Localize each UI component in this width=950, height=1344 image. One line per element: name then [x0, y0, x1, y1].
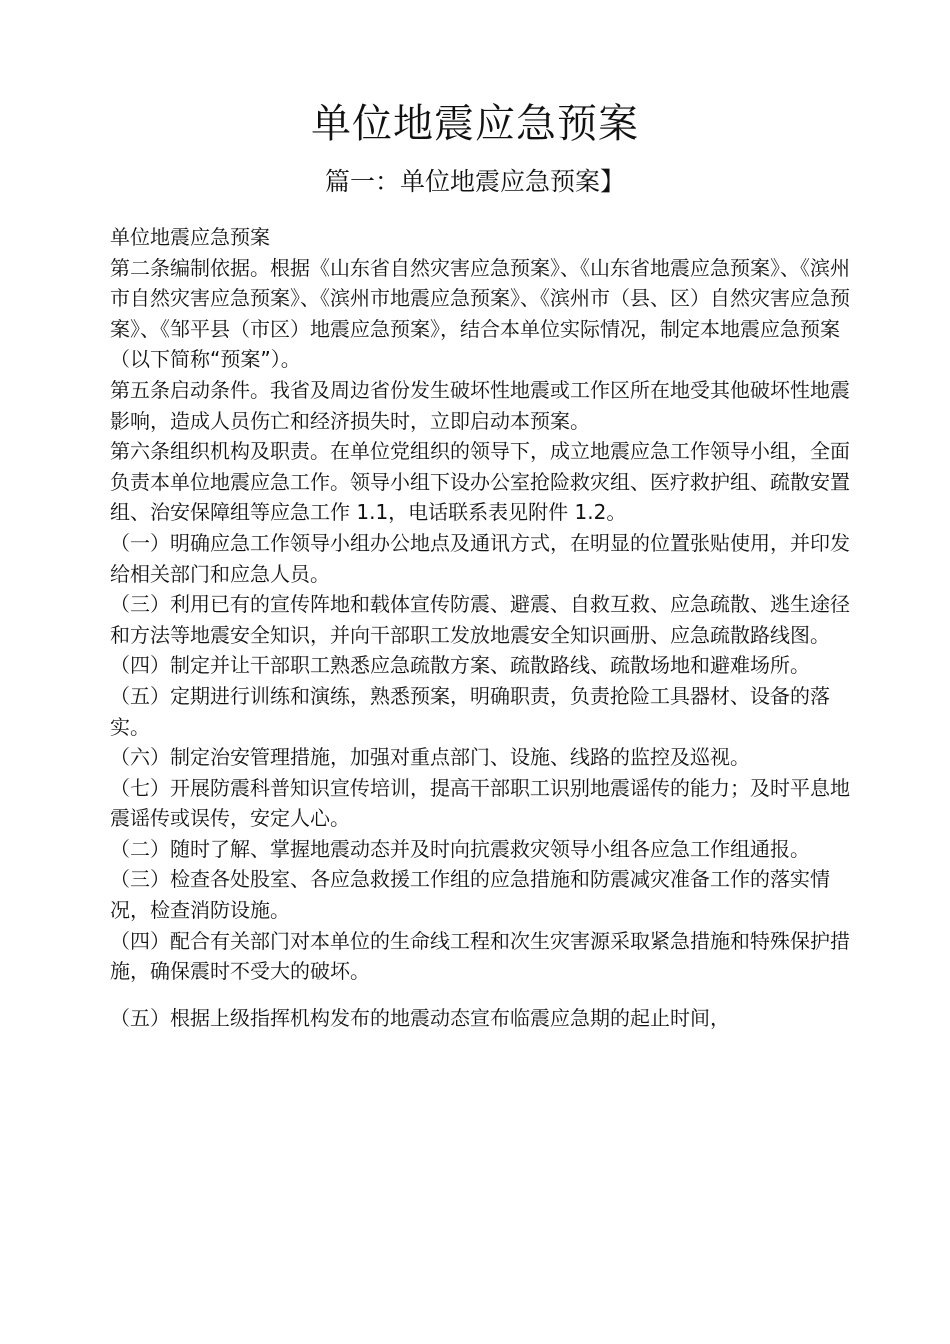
- paragraph: （四）制定并让干部职工熟悉应急疏散方案、疏散路线、疏散场地和避难场所。: [110, 653, 810, 678]
- paragraph: 第五条启动条件。我省及周边省份发生破坏性地震或工作区所在地受其他破坏性地震影响，造成人员伤亡和经济损失时，立即启动本预案。: [110, 377, 850, 433]
- paragraph: （七）开展防震科普知识宣传培训，提高干部职工识别地震谣传的能力；及时平息地震谣传或误传，安定人心。: [110, 775, 850, 831]
- paragraph: （五）定期进行训练和演练，熟悉预案，明确职责，负责抢险工具器材、设备的落实。: [110, 683, 830, 739]
- paragraph: 第二条编制依据。根据《山东省自然灾害应急预案》、《山东省地震应急预案》、《滨州市自然灾害应急预案》、《滨州市地震应急预案》、《滨州市（县、区）自然灾害应急预案》、《邹平县（市区）地震应急预案》，结合本单位实际情况，制定本地震应急预案（以下简称“预案”）。: [110, 255, 850, 372]
- document-subtitle: 篇一：单位地震应急预案】: [324, 167, 625, 196]
- paragraph: 第六条组织机构及职责。在单位党组织的领导下，成立地震应急工作领导小组，全面负责本单位地震应急工作。领导小组下设办公室抢险救灾组、医疗救护组、疏散安置组、治安保障组等应急工作 1.1，电话联系表见附件 1.2。: [110, 439, 850, 525]
- paragraph: （五）根据上级指挥机构发布的地震动态宣布临震应急期的起止时间，: [110, 1005, 730, 1030]
- paragraph: （一）明确应急工作领导小组办公地点及通讯方式，在明显的位置张贴使用，并印发给相关部门和应急人员。: [110, 530, 850, 586]
- paragraph: （三）利用已有的宣传阵地和载体宣传防震、避震、自救互救、应急疏散、逃生途径和方法等地震安全知识，并向干部职工发放地震安全知识画册、应急疏散路线图。: [110, 592, 850, 647]
- paragraph: （三）检查各处股室、各应急救援工作组的应急措施和防震减灾准备工作的落实情况，检查消防设施。: [110, 867, 830, 923]
- paragraph: （四）配合有关部门对本单位的生命线工程和次生灾害源采取紧急措施和特殊保护措施，确保震时不受大的破坏。: [110, 928, 850, 984]
- document-body: [110, 222, 850, 1033]
- document-title: 单位地震应急预案: [311, 101, 639, 147]
- paragraph: 单位地震应急预案: [110, 225, 270, 249]
- paragraph: （六）制定治安管理措施，加强对重点部门、设施、线路的监控及巡视。: [110, 745, 750, 770]
- paragraph: （二）随时了解、掌握地震动态并及时向抗震救灾领导小组各应急工作组通报。: [110, 836, 810, 861]
